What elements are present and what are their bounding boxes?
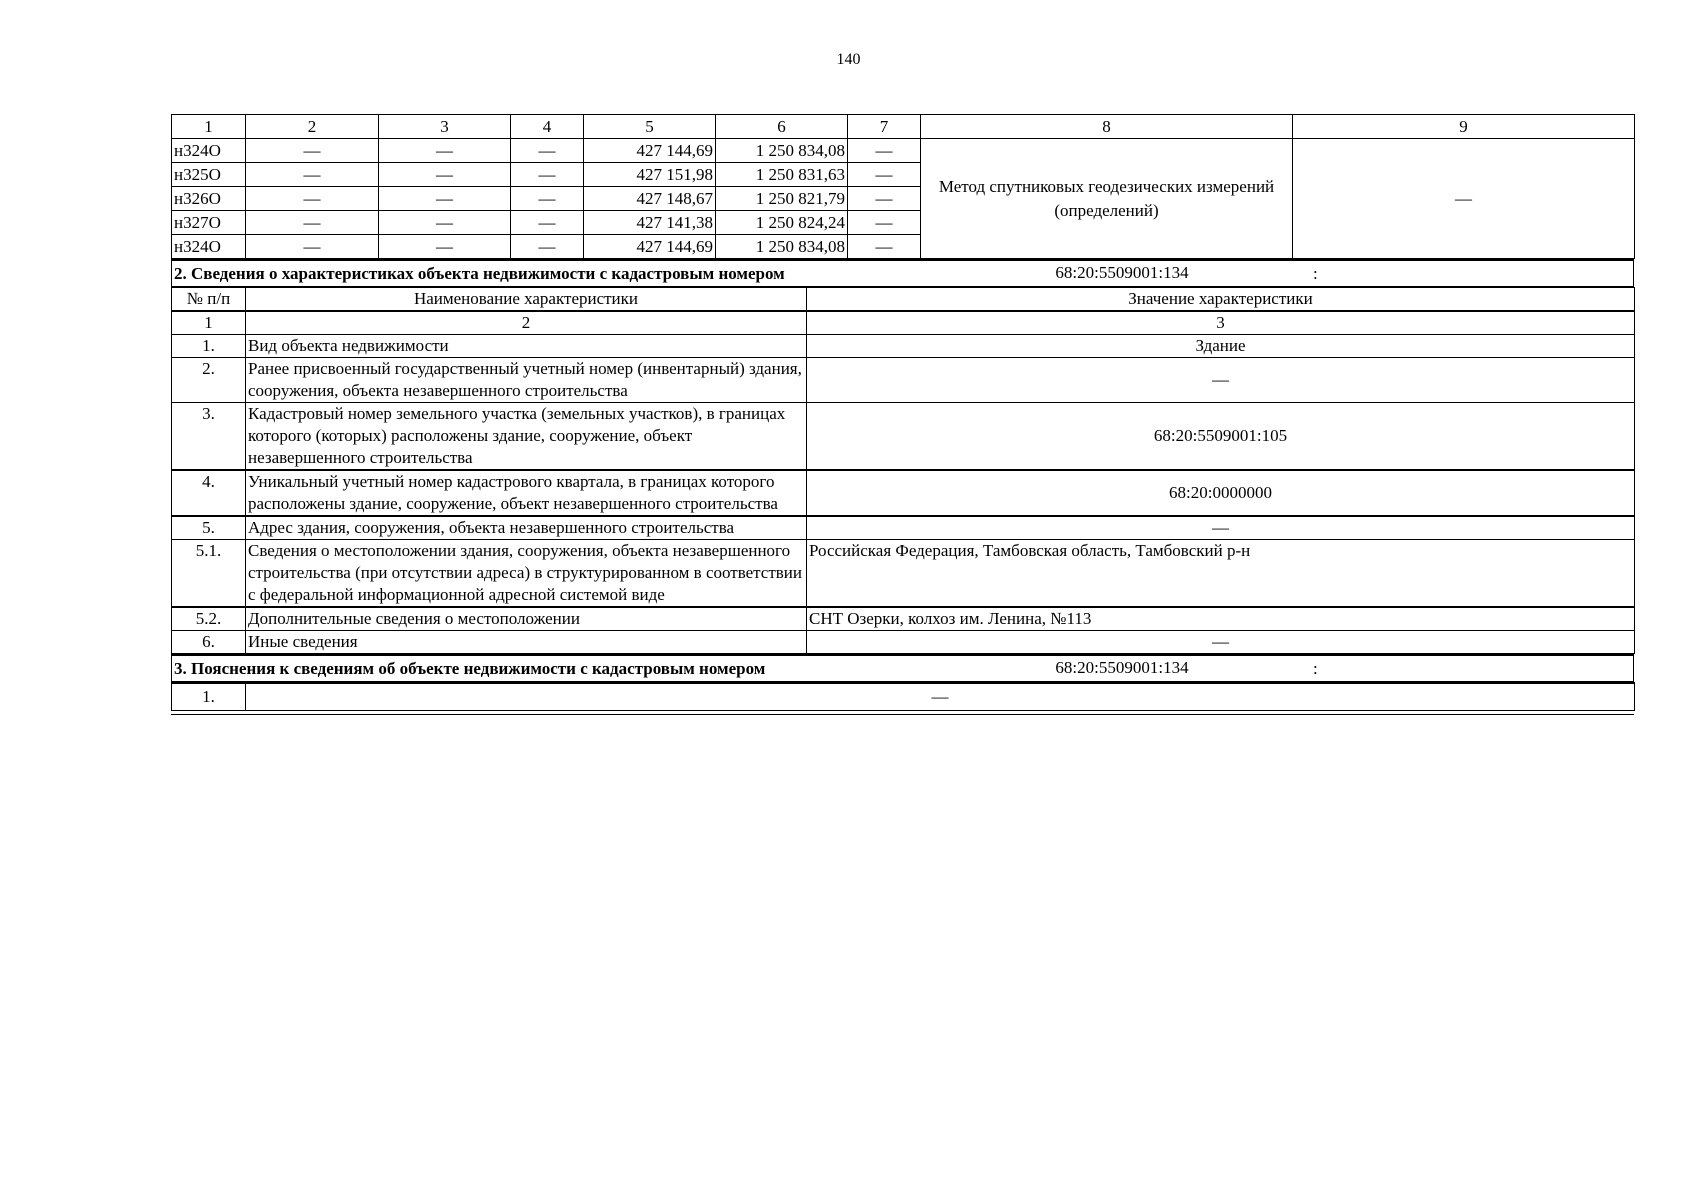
- cell: —: [246, 187, 379, 211]
- coord-x: 427 144,69: [584, 139, 716, 163]
- coord-x: 427 144,69: [584, 235, 716, 259]
- row-number: 1.: [172, 683, 246, 711]
- characteristic-name: Уникальный учетный номер кадастрового квартала, в границах которого расположены здание, сооружение, объект незавершенного строительства: [246, 470, 807, 516]
- point-name: н324О: [172, 139, 246, 163]
- coordinates-table: [171, 114, 1635, 259]
- coord-header: 9: [1293, 115, 1635, 139]
- characteristics-table: [171, 287, 1635, 654]
- characteristic-name: Ранее присвоенный государственный учетный номер (инвентарный) здания, сооружения, объекта незавершенного строительства: [246, 358, 807, 403]
- characteristic-value: —: [807, 516, 1635, 540]
- point-name: н326О: [172, 187, 246, 211]
- cell: —: [511, 211, 584, 235]
- coord-header: 8: [921, 115, 1293, 139]
- table-row: [172, 631, 1635, 654]
- coord-header: 5: [584, 115, 716, 139]
- col9-cell: —: [1293, 139, 1635, 259]
- table-row: [172, 335, 1635, 358]
- cell: —: [246, 163, 379, 187]
- section2-cadastral-number: 68:20:5509001:134: [935, 263, 1309, 287]
- characteristic-value: СНТ Озерки, колхоз им. Ленина, №113: [807, 607, 1635, 631]
- coord-y: 1 250 834,08: [716, 139, 848, 163]
- table-row: [172, 683, 1635, 711]
- characteristic-value: Российская Федерация, Тамбовская область, Тамбовский р-н: [807, 540, 1635, 608]
- section2-title: 2. Сведения о характеристиках объекта недвижимости с кадастровым номером: [174, 264, 785, 283]
- row-number: 3.: [172, 403, 246, 471]
- coord-header: 1: [172, 115, 246, 139]
- characteristic-value: 68:20:0000000: [807, 470, 1635, 516]
- cell: —: [246, 211, 379, 235]
- method-cell: Метод спутниковых геодезических измерений (определений): [921, 139, 1293, 259]
- coord-y: 1 250 824,24: [716, 211, 848, 235]
- cadastral-document: [171, 114, 1634, 715]
- explanation-value: —: [246, 683, 1635, 711]
- char-header: № п/п: [172, 288, 246, 312]
- coord-header-row: [172, 115, 1635, 139]
- coord-y: 1 250 834,08: [716, 235, 848, 259]
- cell: —: [379, 139, 511, 163]
- coord-x: 427 141,38: [584, 211, 716, 235]
- cell: —: [379, 163, 511, 187]
- cell: —: [511, 187, 584, 211]
- section3-heading: [171, 654, 1634, 682]
- cell: —: [848, 235, 921, 259]
- coord-y: 1 250 821,79: [716, 187, 848, 211]
- char-colnum-row: [172, 311, 1635, 335]
- point-name: н327О: [172, 211, 246, 235]
- char-colnum: 1: [172, 311, 246, 335]
- cell: —: [848, 163, 921, 187]
- coord-header: 6: [716, 115, 848, 139]
- characteristic-name: Иные сведения: [246, 631, 807, 654]
- characteristic-name: Кадастровый номер земельного участка (земельных участков), в границах которого (которых) расположены здание, сооружение, объект незавершенного строительства: [246, 403, 807, 471]
- point-name: н325О: [172, 163, 246, 187]
- coord-header: 7: [848, 115, 921, 139]
- row-number: 5.2.: [172, 607, 246, 631]
- cell: —: [379, 187, 511, 211]
- cell: —: [246, 235, 379, 259]
- bottom-rule: [171, 711, 1634, 715]
- coord-y: 1 250 831,63: [716, 163, 848, 187]
- char-header: Наименование характеристики: [246, 288, 807, 312]
- coord-x: 427 151,98: [584, 163, 716, 187]
- coord-header: 4: [511, 115, 584, 139]
- row-number: 1.: [172, 335, 246, 358]
- explanations-table: [171, 682, 1635, 711]
- table-row: [172, 403, 1635, 471]
- table-row: [172, 470, 1635, 516]
- section2-heading: [171, 259, 1634, 287]
- characteristic-value: —: [807, 631, 1635, 654]
- characteristic-name: Адрес здания, сооружения, объекта незавершенного строительства: [246, 516, 807, 540]
- row-number: 5.1.: [172, 540, 246, 608]
- section3-cadastral-number: 68:20:5509001:134: [935, 658, 1309, 682]
- char-colnum: 2: [246, 311, 807, 335]
- row-number: 4.: [172, 470, 246, 516]
- table-row: [172, 516, 1635, 540]
- table-row: [172, 139, 1635, 163]
- section2-colon: :: [1313, 264, 1318, 283]
- cell: —: [511, 139, 584, 163]
- characteristic-name: Вид объекта недвижимости: [246, 335, 807, 358]
- cell: —: [246, 139, 379, 163]
- row-number: 6.: [172, 631, 246, 654]
- characteristic-value: Здание: [807, 335, 1635, 358]
- row-number: 2.: [172, 358, 246, 403]
- page-number: 140: [836, 51, 861, 68]
- char-colnum: 3: [807, 311, 1635, 335]
- coord-header: 3: [379, 115, 511, 139]
- cell: —: [511, 163, 584, 187]
- section3-colon: :: [1313, 659, 1318, 678]
- char-header: Значение характеристики: [807, 288, 1635, 312]
- cell: —: [511, 235, 584, 259]
- cell: —: [848, 187, 921, 211]
- coord-header: 2: [246, 115, 379, 139]
- characteristic-value: 68:20:5509001:105: [807, 403, 1635, 471]
- characteristic-name: Сведения о местоположении здания, сооружения, объекта незавершенного строительства (при отсутствии адреса) в структурированном в соответствии с федеральной информационной адресной системой виде: [246, 540, 807, 608]
- section3-title: 3. Пояснения к сведениям об объекте недвижимости с кадастровым номером: [174, 659, 766, 678]
- cell: —: [848, 139, 921, 163]
- characteristic-name: Дополнительные сведения о местоположении: [246, 607, 807, 631]
- cell: —: [379, 235, 511, 259]
- row-number: 5.: [172, 516, 246, 540]
- cell: —: [848, 211, 921, 235]
- table-row: [172, 358, 1635, 403]
- point-name: н324О: [172, 235, 246, 259]
- coord-x: 427 148,67: [584, 187, 716, 211]
- char-header-row: [172, 288, 1635, 312]
- characteristic-value: —: [807, 358, 1635, 403]
- table-row: [172, 607, 1635, 631]
- table-row: [172, 540, 1635, 608]
- cell: —: [379, 211, 511, 235]
